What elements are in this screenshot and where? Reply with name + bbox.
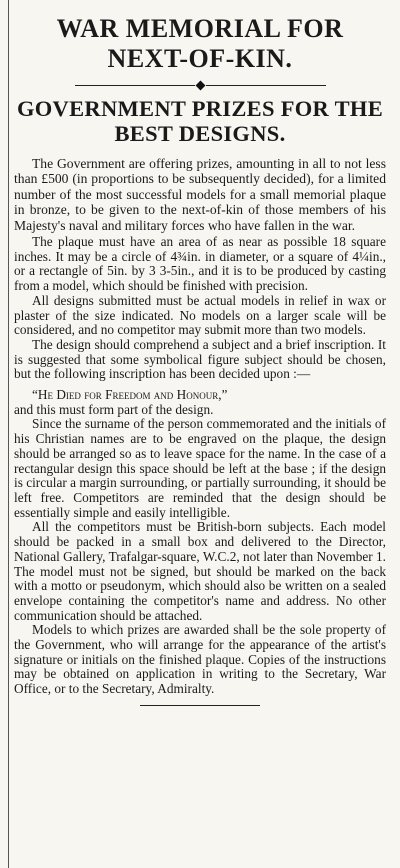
paragraph-prizes: The Government are offering prizes, amounting in all to not less than £500 (in proportions to be subsequently decided), for a limited number of the most successful models for a small memorial plaque in bronze, to be given to the next-of-kin of those members of his Majesty's naval and military forces who have fallen in the war. (14, 156, 386, 233)
end-rule (140, 705, 260, 706)
column-rule (8, 0, 9, 868)
paragraph-property: Models to which prizes are awarded shall be the sole property of the Government, who will arrange for the appearance of the artist's signature or initials on the finished plaque. Copies of the instructions may be obtained on application in writing to the Secretary, War Office, or to the Secretary, Admiralty. (14, 622, 386, 697)
diamond-ornament-icon (195, 80, 205, 90)
paragraph-models: All designs submitted must be actual models in relief in wax or plaster of the size indicated. No models on a larger scale will be considered, and no competitor may submit more than two models. (14, 292, 386, 338)
paragraph-design: The design should comprehend a subject and a brief inscription. It is suggested that some symbolical figure subject should be chosen, but the following inscription has been decided upon :— (14, 336, 386, 382)
subheadline: GOVERNMENT PRIZES FOR THE BEST DESIGNS. (16, 96, 384, 146)
divider-line-left (75, 85, 195, 86)
inscription-quote: “He Died for Freedom and Honour,” (32, 387, 228, 403)
divider-line-right (206, 85, 326, 86)
ornament-divider (14, 80, 386, 90)
article-body (14, 156, 386, 697)
inscription-note: and this must form part of the design. (14, 401, 214, 417)
paragraph-competitors: All the competitors must be British-born subjects. Each model should be packed in a small box and delivered to the Director, National Gallery, Trafalgar-square, W.C.2, not later than November 1. The model must not be signed, but should be marked on the back with a motto or pseudonym, which should also be written on a sealed envelope containing the competitor's name and address. No other communication should be attached. (14, 519, 386, 623)
paragraph-plaque-size: The plaque must have an area of as near as possible 18 square inches. It may be a circle of 4¾in. in diameter, or a square of 4¼in., or a rectangle of 5in. by 3 3-5in., and it is to be produced by casting from a model, which should be finished with precision. (14, 234, 386, 294)
paragraph-name-space: Since the surname of the person commemorated and the initials of his Christian names are to be engraved on the plaque, the design should be arranged so as to leave space for the name. In the case of a rectangular design this space should be left at the base ; if the design is circular a margin surrounding, or partially surrounding, it should be left free. Competitors are reminded that the design should be essentially simple and easily intelligible. (14, 416, 386, 520)
headline: WAR MEMORIAL FOR NEXT-OF-KIN. (56, 14, 344, 73)
